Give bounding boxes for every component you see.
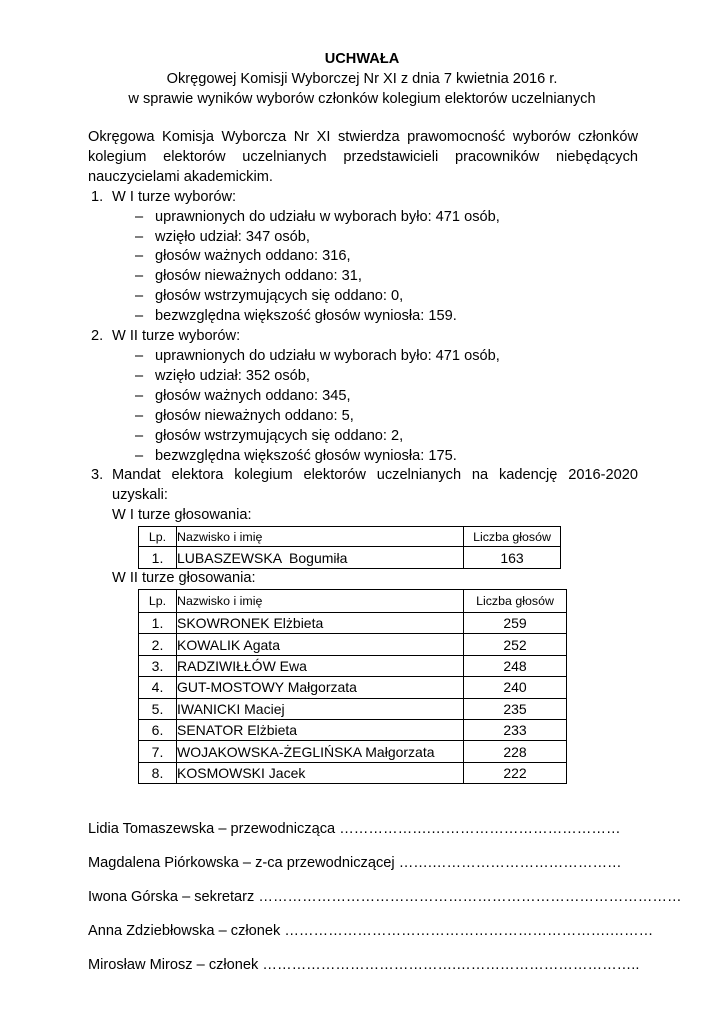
signature-dots: ………………………………………………………….……… (284, 923, 654, 939)
list-item-text: głosów nieważnych oddano: 31, (155, 268, 362, 285)
cell-lp: 2. (139, 634, 177, 655)
signature-line (88, 819, 638, 853)
cell-lp: 4. (139, 677, 177, 698)
signature-dots: ………………………………….……………………………….. (262, 957, 640, 973)
round-2-results-table (138, 589, 567, 784)
column-header-votes: Liczba głosów (464, 527, 561, 547)
list-item-text: głosów wstrzymujących się oddano: 2, (155, 427, 404, 444)
list-item (88, 347, 638, 367)
cell-lp: 5. (139, 698, 177, 719)
cell-votes: 252 (464, 634, 567, 655)
list-item (88, 208, 638, 228)
table-row (139, 634, 567, 655)
signature-dots: ……………….………………………………… (339, 821, 621, 837)
dash-bullet: – (135, 228, 144, 245)
cell-lp: 3. (139, 655, 177, 676)
cell-lp: 1. (139, 547, 177, 569)
table-row (139, 677, 567, 698)
cell-votes: 248 (464, 655, 567, 676)
list-item-text: głosów wstrzymujących się oddano: 0, (155, 288, 404, 305)
dash-bullet: – (135, 248, 144, 265)
list-item-text: uprawnionych do udziału w wyborach było: 471 osób, (155, 208, 500, 225)
cell-name: SENATOR Elżbieta (177, 719, 464, 740)
table-row (139, 719, 567, 740)
cell-name: KOWALIK Agata (177, 634, 464, 655)
column-header-name: Nazwisko i imię (177, 590, 464, 613)
signature-label: Mirosław Mirosz – członek (88, 957, 259, 973)
column-header-lp: Lp. (139, 590, 177, 613)
document-subtitle-line-1: Okręgowej Komisji Wyborczej Nr XI z dnia 7 kwietnia 2016 r. (166, 70, 558, 87)
list-item (88, 407, 638, 427)
signature-dots: …………………………………………………………………………… (258, 889, 682, 905)
cell-lp: 7. (139, 741, 177, 762)
list-item (88, 367, 638, 387)
list-item (88, 427, 638, 447)
list-item (88, 447, 638, 467)
cell-name: GUT-MOSTOWY Małgorzata (177, 677, 464, 698)
table-header-row (139, 590, 567, 613)
table-row (139, 655, 567, 676)
column-header-name: Nazwisko i imię (177, 527, 464, 547)
round-1-results-table (138, 526, 561, 569)
round-1-label: W I turze głosowania: (112, 507, 252, 524)
section-heading-text: W I turze wyborów: (112, 188, 237, 205)
table-row (139, 613, 567, 634)
section-heading-text: Mandat elektora kolegium elektorów uczelnianych na kadencję 2016-2020 uzyskali: (112, 467, 638, 504)
signature-line (88, 955, 638, 989)
signature-line (88, 921, 654, 955)
cell-lp: 6. (139, 719, 177, 740)
cell-votes: 222 (464, 762, 567, 783)
dash-bullet: – (135, 288, 144, 305)
cell-votes: 233 (464, 719, 567, 740)
cell-votes: 259 (464, 613, 567, 634)
cell-name: LUBASZEWSKA Bogumiła (177, 547, 464, 569)
cell-votes: 240 (464, 677, 567, 698)
list-item (88, 267, 638, 287)
section-1-heading (88, 188, 638, 208)
dash-bullet: – (135, 268, 144, 285)
column-header-lp: Lp. (139, 527, 177, 547)
intro-paragraph: Okręgowa Komisja Wyborcza Nr XI stwierdza prawomocność wyborów członków kolegium elektorów uczelnianych przedstawicieli pracowników niebędących nauczycielami akademickim. (88, 129, 638, 185)
signature-label: Anna Zdziebłowska – członek (88, 923, 281, 939)
dash-bullet: – (135, 387, 144, 404)
signature-label: Lidia Tomaszewska – przewodnicząca (88, 821, 336, 837)
list-item-text: wzięło udział: 347 osób, (155, 228, 310, 245)
dash-bullet: – (135, 447, 144, 464)
cell-name: SKOWRONEK Elżbieta (177, 613, 464, 634)
list-item-text: wzięło udział: 352 osób, (155, 367, 310, 384)
document-subtitle-line-2: w sprawie wyników wyborów członków kolegium elektorów uczelnianych (128, 90, 596, 107)
signature-line (88, 853, 638, 887)
cell-votes: 163 (464, 547, 561, 569)
list-item-text: głosów nieważnych oddano: 5, (155, 407, 354, 424)
section-3-heading (88, 466, 638, 506)
table-row (139, 762, 567, 783)
signature-line (88, 887, 682, 921)
cell-name: RADZIWIŁŁÓW Ewa (177, 655, 464, 676)
list-item-text: głosów ważnych oddano: 316, (155, 248, 351, 265)
section-number: 1. (91, 188, 104, 205)
cell-votes: 235 (464, 698, 567, 719)
list-item (88, 387, 638, 407)
list-item-text: bezwzględna większość głosów wyniosła: 159. (155, 308, 457, 325)
table-header-row (139, 527, 561, 547)
column-header-votes: Liczba głosów (464, 590, 567, 613)
list-item-text: bezwzględna większość głosów wyniosła: 175. (155, 447, 457, 464)
cell-lp: 8. (139, 762, 177, 783)
signature-label: Iwona Górska – sekretarz (88, 889, 255, 905)
table-row (139, 698, 567, 719)
signature-label: Magdalena Piórkowska – z-ca przewodniczącej (88, 855, 395, 871)
section-2-heading (88, 327, 638, 347)
dash-bullet: – (135, 308, 144, 325)
list-item-text: uprawnionych do udziału w wyborach było: 471 osób, (155, 347, 500, 364)
document-body (88, 128, 638, 784)
table-row (139, 741, 567, 762)
document-header (0, 50, 724, 110)
signature-block (88, 819, 682, 989)
list-item-text: głosów ważnych oddano: 345, (155, 387, 351, 404)
cell-name: WOJAKOWSKA-ŻEGLIŃSKA Małgorzata (177, 741, 464, 762)
cell-name: IWANICKI Maciej (177, 698, 464, 719)
list-item (88, 247, 638, 267)
list-item (88, 307, 638, 327)
cell-votes: 228 (464, 741, 567, 762)
signature-dots: …….………………………………… (398, 855, 622, 871)
dash-bullet: – (135, 427, 144, 444)
section-heading-text: W II turze wyborów: (112, 328, 241, 345)
round-2-label: W II turze głosowania: (112, 570, 256, 587)
list-item (88, 287, 638, 307)
document-title: UCHWAŁA (324, 51, 400, 67)
dash-bullet: – (135, 407, 144, 424)
dash-bullet: – (135, 367, 144, 384)
dash-bullet: – (135, 347, 144, 364)
section-number: 2. (91, 328, 104, 345)
cell-lp: 1. (139, 613, 177, 634)
list-item (88, 228, 638, 248)
section-number: 3. (91, 467, 104, 484)
table-row (139, 547, 561, 569)
dash-bullet: – (135, 208, 144, 225)
cell-name: KOSMOWSKI Jacek (177, 762, 464, 783)
